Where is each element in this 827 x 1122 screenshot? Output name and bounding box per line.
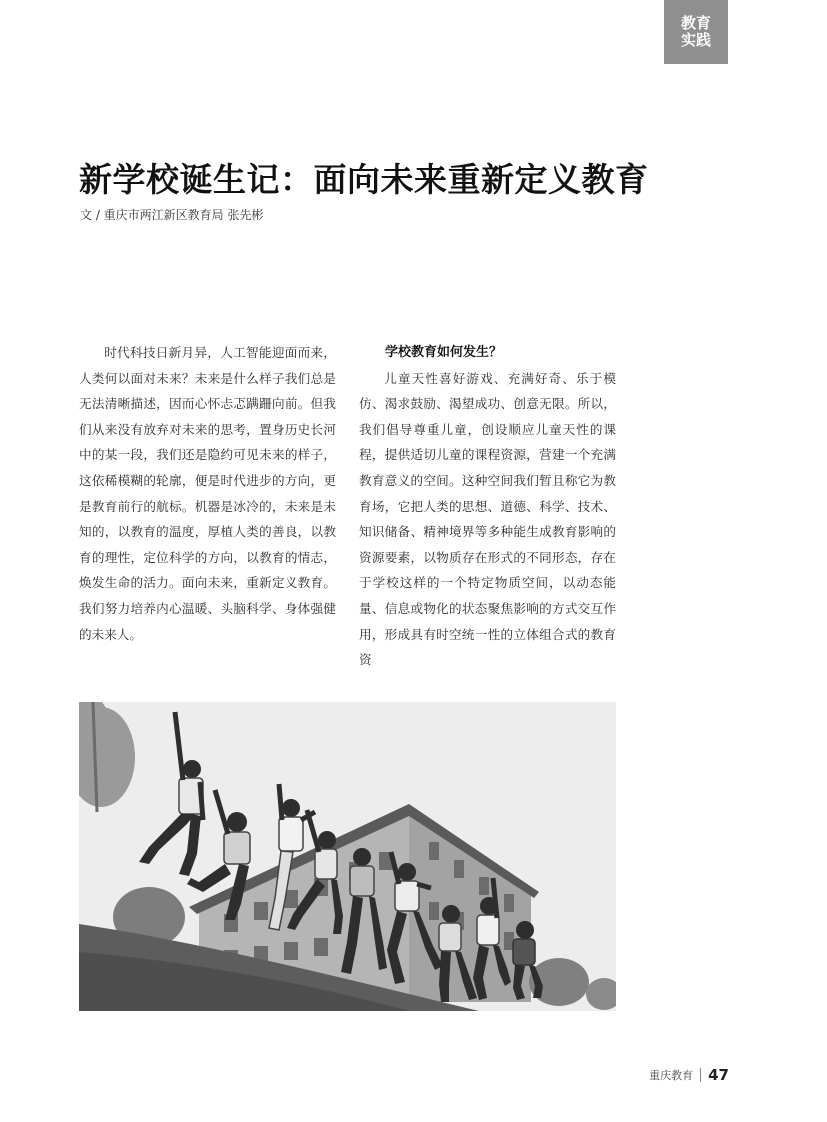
page-footer bbox=[649, 1066, 729, 1084]
students-jumping-photo bbox=[79, 702, 616, 1011]
section-tab-line2: 实践 bbox=[680, 31, 711, 49]
article-byline: 文 / 重庆市两江新区教育局 张先彬 bbox=[80, 208, 264, 222]
magazine-name: 重庆教育 bbox=[649, 1069, 694, 1082]
footer-divider bbox=[700, 1068, 701, 1082]
section-tab-line1: 教育 bbox=[680, 14, 711, 32]
right-paragraph: 儿童天性喜好游戏、充满好奇、乐于模仿、渴求鼓励、渴望成功、创意无限。所以，我们倡导尊重儿童，创设顺应儿童天性的课程，提供适切儿童的课程资源，营建一个充满教育意义的空间。这种空间我们暂且称它为教育场，它把人类的思想、道德、科学、技术、知识储备、精神境界等多种能生成教育影响的资源要素，以物质存在形式的不同形态，存在于学校这样的一个特定物质空间，以动态能量、信息或物化的状态聚焦影响的方式交互作用，形成具有时空统一性的立体组合式的教育资 bbox=[359, 370, 616, 668]
photo-illustration bbox=[79, 702, 616, 1011]
article-right-column bbox=[359, 340, 616, 673]
section-tab bbox=[664, 0, 728, 64]
left-paragraph: 时代科技日新月异，人工智能迎面而来，人类何以面对未来？未来是什么样子我们总是无法清晰描述，因而心怀忐忑蹒跚向前。但我们从来没有放弃对未来的思考，置身历史长河中的某一段，我们还是隐约可见未来的样子，这依稀模糊的轮廓，便是时代进步的方向，更是教育前行的航标。机器是冰冷的，未来是未知的，以教育的温度，厚植人类的善良，以教育的理性，定位科学的方向，以教育的情志，焕发生命的活力。面向未来，重新定义教育。我们努力培养内心温暖、头脑科学、身体强健的未来人。 bbox=[79, 345, 336, 642]
article-left-column bbox=[79, 340, 336, 647]
section-heading: 学校教育如何发生？ bbox=[385, 345, 503, 360]
page-number: 47 bbox=[708, 1066, 729, 1084]
article-title: 新学校诞生记：面向未来重新定义教育 bbox=[79, 160, 649, 199]
